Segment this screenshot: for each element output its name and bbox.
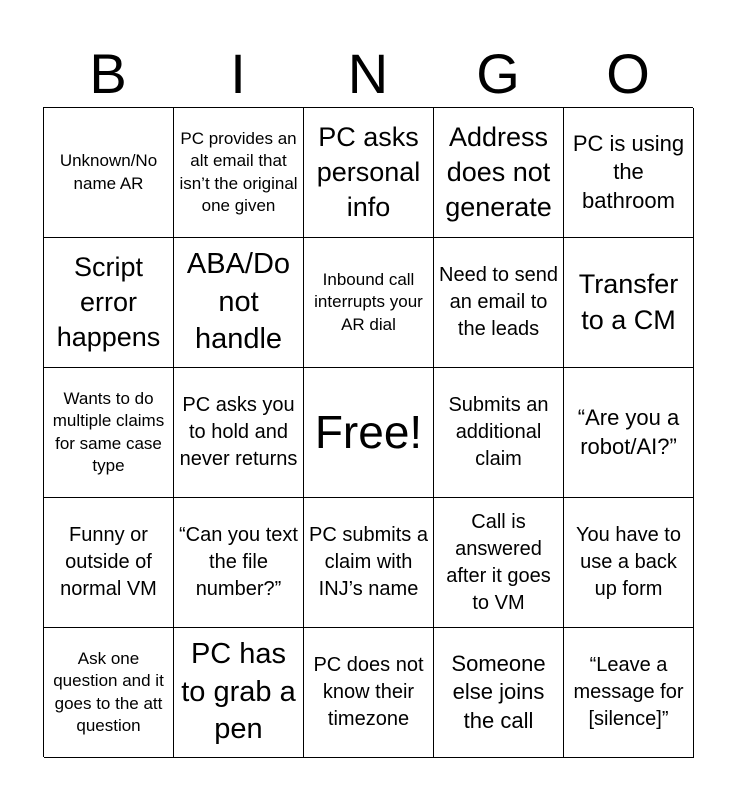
bingo-cell-text: “Can you text the file number?” — [179, 524, 298, 600]
bingo-cell-text: PC asks you to hold and never returns — [179, 394, 298, 470]
bingo-cell-text: “Leave a message for [silence]” — [573, 654, 684, 730]
bingo-cell-text: Wants to do multiple claims for same case type — [52, 388, 165, 475]
bingo-cell-r3-c2[interactable] — [174, 368, 304, 498]
free-space-label: Free! — [314, 406, 423, 459]
bingo-cell-r4-c3[interactable] — [304, 498, 434, 628]
bingo-cell-r5-c3[interactable] — [304, 628, 434, 758]
bingo-cell-r5-c4[interactable] — [434, 628, 564, 758]
bingo-cell-text: “Are you a robot/AI?” — [577, 404, 680, 459]
bingo-cell-r1-c1[interactable] — [44, 108, 174, 238]
bingo-cell-text: Funny or outside of normal VM — [60, 524, 157, 600]
header-letter-n: N — [347, 42, 389, 105]
bingo-cell-r2-c5[interactable] — [564, 238, 694, 368]
bingo-cell-r3-c5[interactable] — [564, 368, 694, 498]
bingo-cell-text: ABA/Do not handle — [186, 247, 291, 356]
bingo-cell-text: Need to send an email to the leads — [439, 264, 558, 340]
bingo-cell-text: Someone else joins the call — [451, 650, 546, 733]
bingo-header — [43, 42, 693, 106]
bingo-cell-text: Unknown/No name AR — [59, 151, 158, 193]
bingo-cell-r4-c4[interactable] — [434, 498, 564, 628]
bingo-cell-text: PC asks personal info — [316, 121, 421, 223]
bingo-cell-r1-c3[interactable] — [304, 108, 434, 238]
bingo-cell-text: Transfer to a CM — [578, 269, 679, 335]
bingo-cell-r3-c1[interactable] — [44, 368, 174, 498]
bingo-cell-r4-c1[interactable] — [44, 498, 174, 628]
bingo-cell-text: PC has to grab a pen — [181, 637, 296, 746]
bingo-cell-text: PC provides an alt email that isn’t the original one given — [179, 128, 298, 215]
header-letter-g: G — [476, 42, 520, 105]
bingo-cell-text: PC is using the bathroom — [572, 130, 685, 213]
bingo-cell-text: You have to use a back up form — [576, 524, 681, 600]
bingo-cell-r5-c1[interactable] — [44, 628, 174, 758]
bingo-cell-r5-c2[interactable] — [174, 628, 304, 758]
bingo-cell-text: Ask one question and it goes to the att question — [53, 648, 164, 735]
header-letter-o: O — [606, 42, 650, 105]
bingo-cell-r1-c2[interactable] — [174, 108, 304, 238]
bingo-cell-text: Script error happens — [56, 251, 161, 353]
bingo-cell-r1-c5[interactable] — [564, 108, 694, 238]
bingo-cell-r2-c2[interactable] — [174, 238, 304, 368]
bingo-cell-text: PC does not know their timezone — [313, 654, 424, 730]
bingo-cell-r2-c4[interactable] — [434, 238, 564, 368]
bingo-cell-r5-c5[interactable] — [564, 628, 694, 758]
bingo-cell-r4-c5[interactable] — [564, 498, 694, 628]
bingo-cell-r3-c4[interactable] — [434, 368, 564, 498]
bingo-cell-text: Inbound call interrupts your AR dial — [314, 269, 423, 334]
bingo-cell-r4-c2[interactable] — [174, 498, 304, 628]
bingo-cell-free[interactable] — [304, 368, 434, 498]
bingo-cell-r1-c4[interactable] — [434, 108, 564, 238]
header-letter-b: B — [89, 42, 127, 105]
bingo-cell-text: PC submits a claim with INJ’s name — [309, 524, 428, 600]
bingo-card-grid — [43, 107, 693, 757]
bingo-cell-text: Address does not generate — [445, 121, 552, 223]
header-letter-i: I — [230, 42, 246, 105]
bingo-cell-r2-c3[interactable] — [304, 238, 434, 368]
bingo-cell-text: Submits an additional claim — [448, 394, 549, 470]
bingo-cell-text: Call is answered after it goes to VM — [446, 510, 551, 614]
bingo-cell-r2-c1[interactable] — [44, 238, 174, 368]
